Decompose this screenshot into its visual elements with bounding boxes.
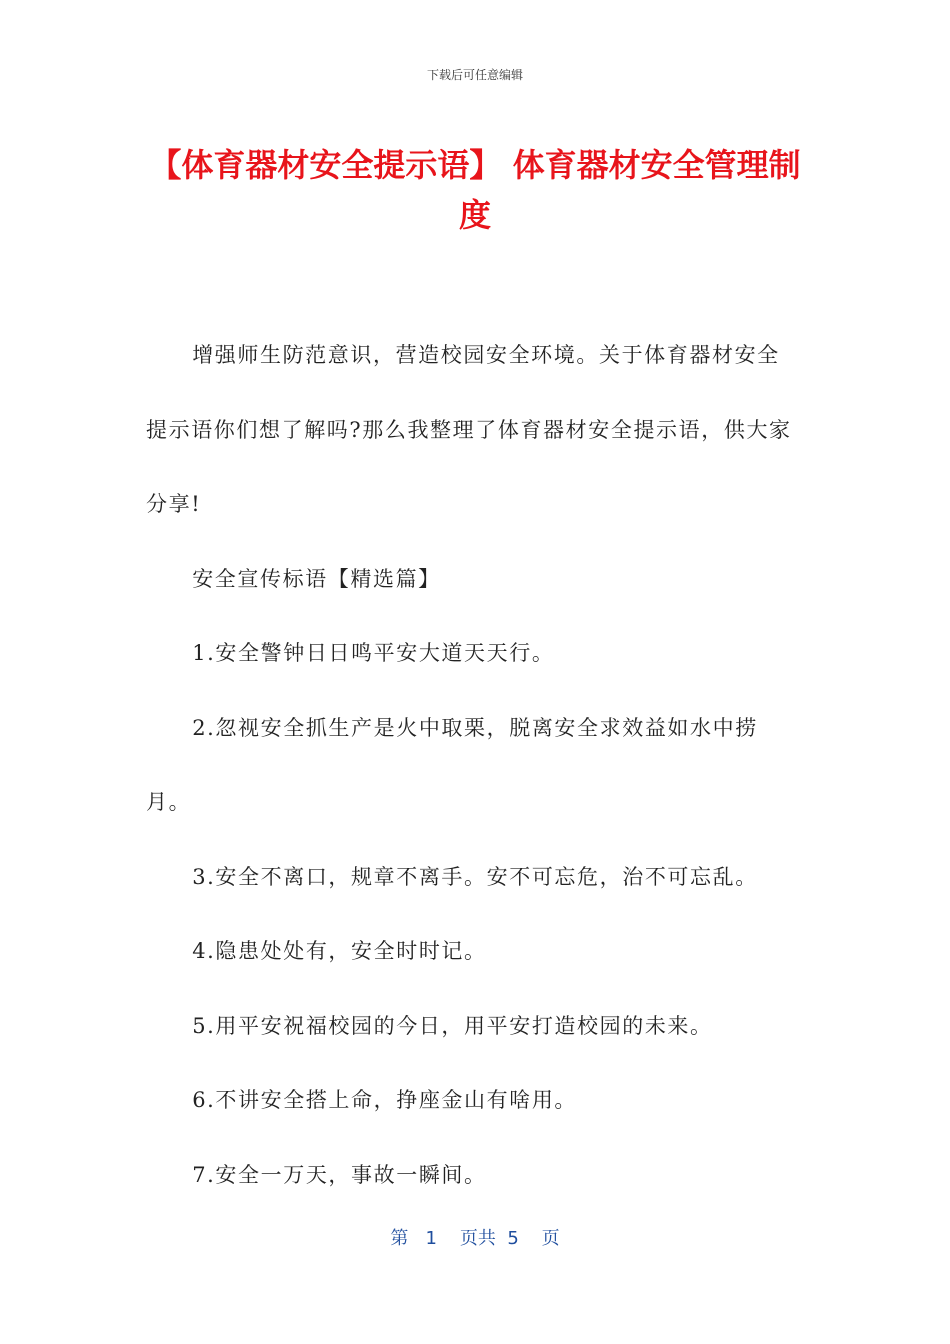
document-body (146, 318, 802, 1212)
document-title: 【体育器材安全提示语】 体育器材安全管理制度 (149, 146, 801, 234)
footer-prefix: 第 (390, 1228, 409, 1249)
footer-current-page: 1 (425, 1228, 437, 1249)
list-item: 1.安全警钟日日鸣平安大道天天行。 (192, 641, 555, 665)
intro-paragraph: 增强师生防范意识，营造校园安全环境。关于体育器材安全提示语你们想了解吗?那么我整理了体育器材安全提示语，供大家分享! (146, 343, 792, 516)
list-item: 5.用平安祝福校园的今日，用平安打造校园的未来。 (192, 1013, 713, 1038)
list-item: 3.安全不离口，规章不离手。安不可忘危，治不可忘乱。 (192, 864, 758, 889)
page-footer (0, 1224, 950, 1250)
header-note: 下载后可任意编辑 (426, 68, 523, 82)
list-item: 6.不讲安全搭上命，挣座金山有啥用。 (192, 1088, 578, 1112)
footer-total-pages: 5 (507, 1228, 519, 1249)
list-item: 2.忽视安全抓生产是火中取栗，脱离安全求效益如水中捞月。 (146, 715, 758, 814)
footer-suffix: 页 (541, 1228, 560, 1249)
section-heading: 安全宣传标语【精选篇】 (192, 566, 441, 591)
list-item: 4.隐患处处有，安全时时记。 (192, 939, 487, 963)
list-item: 7.安全一万天，事故一瞬间。 (192, 1162, 487, 1187)
footer-middle: 页共 (459, 1228, 496, 1249)
